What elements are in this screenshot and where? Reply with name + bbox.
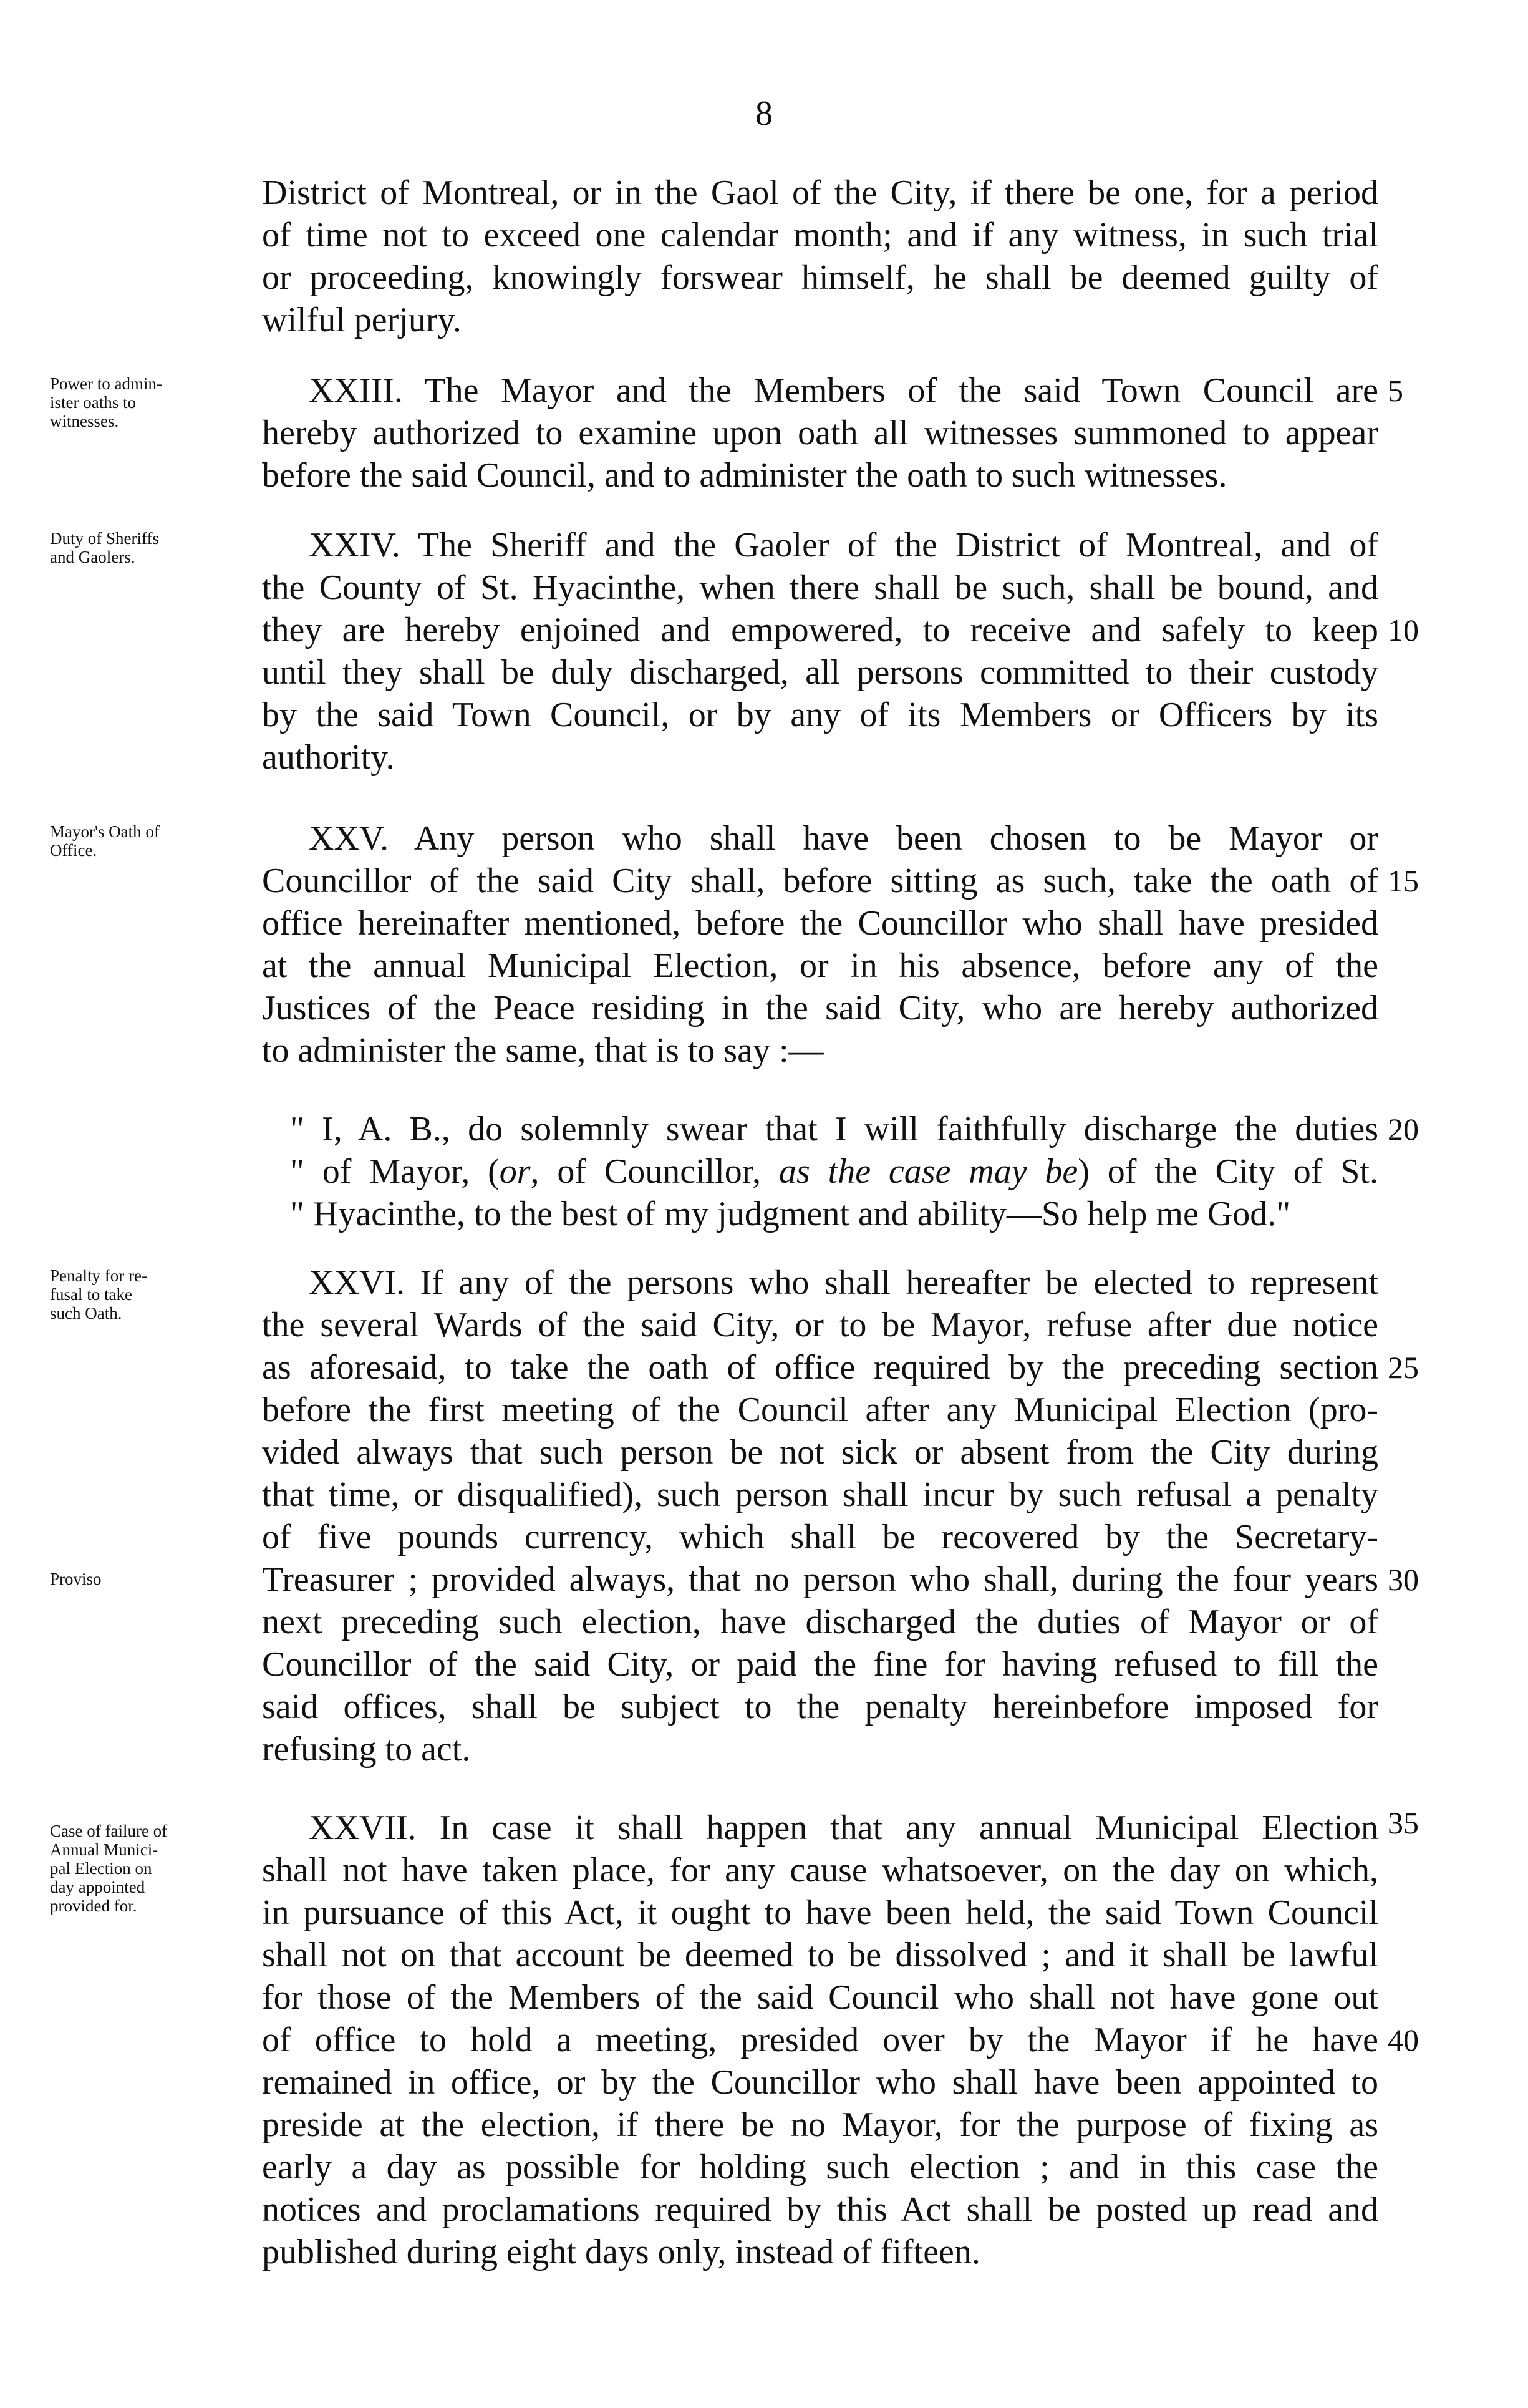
text-line: said offices, shall be subject to the penalty hereinbefore imposed for [262, 1687, 1378, 1726]
text-line: office hereinafter mentioned, before the Councillor who shall have presided [262, 904, 1378, 943]
text-line: Councillor of the said City shall, before sitting as such, take the oath of [262, 862, 1378, 900]
text-line: shall not on that account be deemed to be dissolved ; and it shall be lawful [262, 1936, 1378, 1974]
text-line: at the annual Municipal Election, or in his absence, before any of the [262, 946, 1378, 985]
margin-note-mayors-oath: Mayor's Oath of Office. [50, 822, 160, 860]
margin-note-power-to-administer-oaths: Power to admin- ister oaths to witnesses. [50, 374, 162, 430]
line-number-40: 40 [1388, 2022, 1419, 2057]
text-line: before the first meeting of the Council after any Municipal Election (pro- [262, 1391, 1378, 1429]
text-line: of five pounds currency, which shall be recovered by the Secretary- [262, 1518, 1378, 1556]
text-line: of office to hold a meeting, presided over by the Mayor if he have [262, 2021, 1378, 2059]
line-number-30: 30 [1388, 1562, 1419, 1597]
text-line: before the said Council, and to administer the oath to such witnesses. [262, 456, 1227, 495]
text-line: by the said Town Council, or by any of its Members or Officers by its [262, 696, 1378, 734]
text-line: of time not to exceed one calendar month; and if any witness, in such trial [262, 216, 1378, 255]
text-line: for those of the Members of the said Council who shall not have gone out [262, 1978, 1378, 2017]
text-line: published during eight days only, instead of fifteen. [262, 2233, 980, 2271]
text-line: wilful perjury. [262, 301, 462, 339]
text-line: that time, or disqualified), such person shall incur by such refusal a penalty [262, 1475, 1378, 1514]
text-line: hereby authorized to examine upon oath all witnesses summoned to appear [262, 414, 1378, 452]
text-line: Councillor of the said City, or paid the fine for having refused to fill the [262, 1645, 1378, 1684]
text-line: or proceeding, knowingly forswear himself, he shall be deemed guilty of [262, 258, 1378, 297]
text-line: XXV. Any person who shall have been chosen to be Mayor or [309, 819, 1378, 858]
line-number-35: 35 [1388, 1805, 1419, 1840]
text-line: shall not have taken place, for any cause whatsoever, on the day on which, [262, 1851, 1378, 1890]
text-line: to administer the same, that is to say :— [262, 1031, 824, 1070]
text-line: preside at the election, if there be no Mayor, for the purpose of fixing as [262, 2105, 1378, 2144]
text-line: early a day as possible for holding such election ; and in this case the [262, 2148, 1378, 2187]
text-line: as aforesaid, to take the oath of office required by the preceding section [262, 1348, 1378, 1387]
text-line: in pursuance of this Act, it ought to have been held, the said Town Council [262, 1893, 1378, 1932]
line-number-20: 20 [1388, 1112, 1419, 1147]
line-number-10: 10 [1388, 613, 1419, 648]
text-line: authority. [262, 738, 395, 777]
text-line: District of Montreal, or in the Gaol of the City, if there be one, for a period [262, 173, 1378, 212]
text-line: XXVII. In case it shall happen that any annual Municipal Election [309, 1808, 1378, 1847]
text-line: " of Mayor, (or, of Councillor, as the case may be) of the City of St. [290, 1152, 1378, 1191]
line-number-15: 15 [1388, 863, 1419, 898]
text-line: " Hyacinthe, to the best of my judgment and ability—So help me God." [290, 1195, 1291, 1233]
margin-note-duty-of-sheriffs: Duty of Sheriffs and Gaolers. [50, 529, 159, 566]
text-line: refusing to act. [262, 1730, 471, 1769]
margin-note-case-of-failure: Case of failure of Annual Munici- pal Election on day appointed provided for. [50, 1822, 168, 1915]
text-line: the several Wards of the said City, or to be Mayor, refuse after due notice [262, 1306, 1378, 1344]
line-number-25: 25 [1388, 1350, 1419, 1385]
text-line: XXVI. If any of the persons who shall hereafter be elected to represent [309, 1263, 1378, 1302]
line-number-5: 5 [1388, 373, 1403, 408]
text-line: the County of St. Hyacinthe, when there shall be such, shall be bound, and [262, 568, 1378, 607]
text-line: Treasurer ; provided always, that no person who shall, during the four years [262, 1560, 1378, 1599]
margin-note-proviso: Proviso [50, 1570, 102, 1588]
text-line: " I, A. B., do solemnly swear that I will faithfully discharge the duties [290, 1110, 1378, 1148]
margin-note-penalty-for-refusal: Penalty for re- fusal to take such Oath. [50, 1266, 147, 1323]
text-line: XXIII. The Mayor and the Members of the said Town Council are [309, 371, 1378, 410]
text-line: XXIV. The Sheriff and the Gaoler of the District of Montreal, and of [309, 526, 1378, 565]
text-line: remained in office, or by the Councillor who shall have been appointed to [262, 2063, 1378, 2102]
page-number: 8 [755, 94, 773, 133]
text-line: vided always that such person be not sick or absent from the City during [262, 1433, 1378, 1472]
text-line: notices and proclamations required by this Act shall be posted up read and [262, 2190, 1378, 2229]
text-line: Justices of the Peace residing in the said City, who are hereby authorized [262, 989, 1378, 1027]
text-line: they are hereby enjoined and empowered, to receive and safely to keep [262, 611, 1378, 649]
text-line: until they shall be duly discharged, all persons committed to their custody [262, 653, 1378, 692]
text-line: next preceding such election, have discharged the duties of Mayor or of [262, 1603, 1378, 1641]
